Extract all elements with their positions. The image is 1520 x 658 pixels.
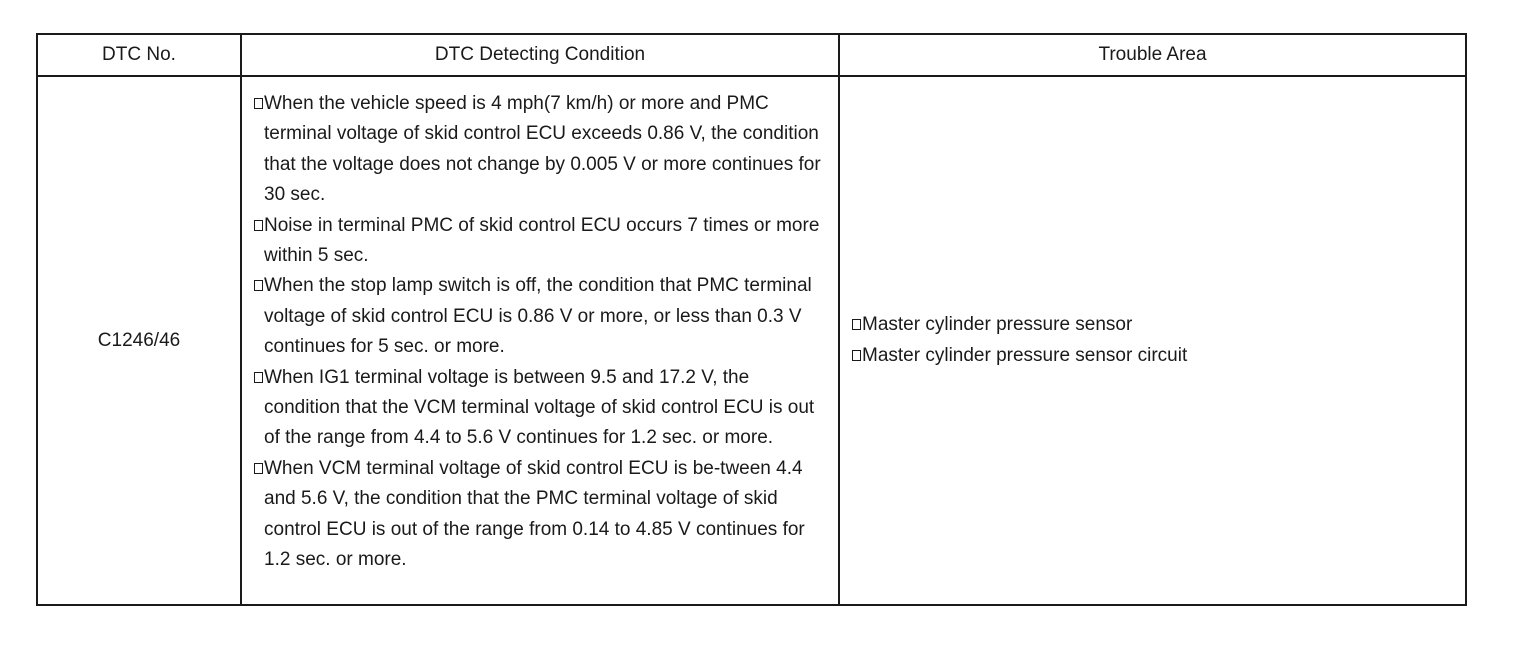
trouble-area-item: [852, 341, 1457, 371]
checkbox-bullet-icon: [254, 372, 263, 383]
condition-text: When IG1 terminal voltage is between 9.5 and 17.2 V, the condition that the VCM terminal voltage of skid control ECU is out of the range from 4.4 to 5.6 V continues for 1.2 sec. or more.: [264, 366, 815, 449]
condition-item: [254, 211, 830, 272]
table-row: [37, 76, 1466, 605]
checkbox-bullet-icon: [254, 98, 263, 109]
header-trouble-area: Trouble Area: [839, 34, 1466, 76]
dtc-table: [36, 33, 1467, 606]
detecting-condition-cell: [241, 76, 839, 605]
condition-item: [254, 363, 830, 454]
checkbox-bullet-icon: [254, 220, 263, 231]
condition-text: When the vehicle speed is 4 mph(7 km/h) or more and PMC terminal voltage of skid control ECU exceeds 0.86 V, the condition that the voltage does not change by 0.005 V or more continues for 30 sec.: [264, 93, 821, 206]
condition-text: When the stop lamp switch is off, the condition that PMC terminal voltage of skid control ECU is 0.86 V or more, or less than 0.3 V continues for 5 sec. or more.: [264, 275, 812, 358]
dtc-code-cell: C1246/46: [37, 76, 241, 605]
checkbox-bullet-icon: [254, 280, 263, 291]
header-detecting-condition: DTC Detecting Condition: [241, 34, 839, 76]
trouble-area-text: Master cylinder pressure sensor circuit: [862, 344, 1188, 366]
checkbox-bullet-icon: [254, 463, 263, 474]
condition-text: When VCM terminal voltage of skid control ECU is be-tween 4.4 and 5.6 V, the condition that the PMC terminal voltage of skid control ECU is out of the range from 0.14 to 4.85 V continues for 1.2 sec. or more.: [264, 457, 805, 571]
checkbox-bullet-icon: [852, 350, 861, 361]
trouble-area-cell: [839, 76, 1466, 605]
trouble-area-text: Master cylinder pressure sensor: [862, 314, 1133, 336]
trouble-area-item: [852, 310, 1457, 340]
header-dtc-no: DTC No.: [37, 34, 241, 76]
header-row: [37, 34, 1466, 76]
condition-item: [254, 271, 830, 362]
checkbox-bullet-icon: [852, 319, 861, 330]
condition-item: [254, 89, 830, 211]
condition-item: [254, 454, 830, 576]
condition-text: Noise in terminal PMC of skid control ECU occurs 7 times or more within 5 sec.: [264, 214, 820, 267]
